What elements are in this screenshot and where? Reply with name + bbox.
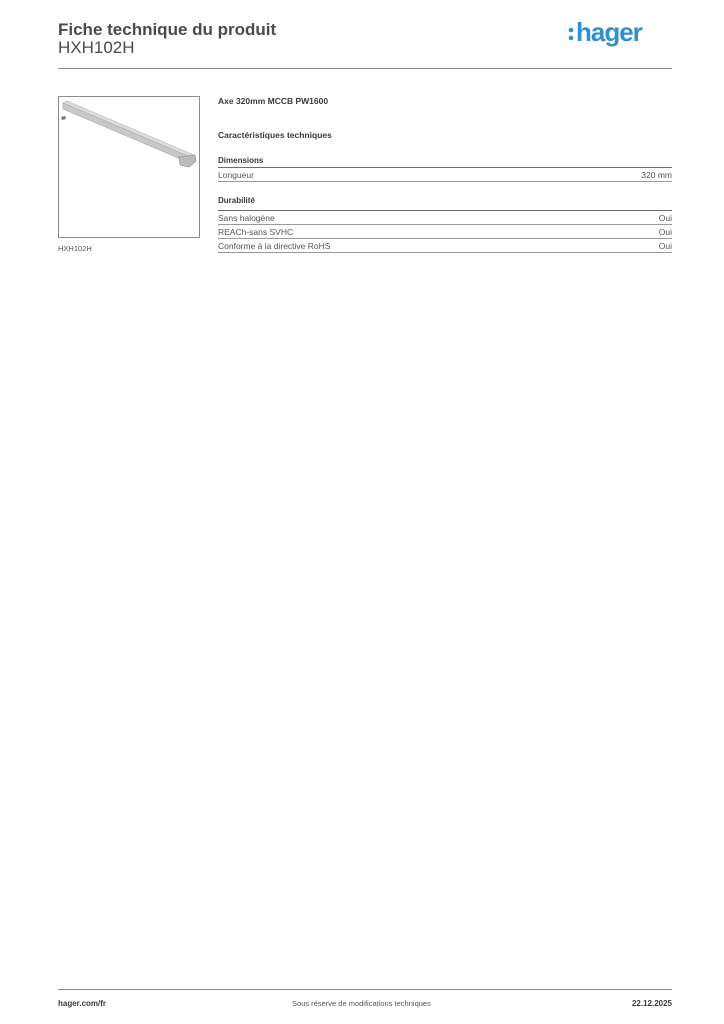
steel-bar-icon (59, 97, 199, 237)
product-image-caption: HXH102H (58, 244, 92, 253)
footer-divider (58, 989, 672, 990)
hager-logo (568, 17, 658, 47)
spec-label: Longueur (218, 170, 254, 180)
spec-value: Oui (658, 241, 672, 251)
specs-heading: Caractéristiques techniques (218, 130, 332, 140)
header-divider (58, 68, 672, 69)
section-title-dimensions: Dimensions (218, 156, 264, 165)
spec-value: Oui (658, 213, 672, 223)
spec-row (218, 225, 672, 239)
footer-website-link[interactable]: hager.com/fr (58, 999, 107, 1008)
product-image-frame (58, 96, 200, 238)
spec-label: Sans halogène (218, 213, 275, 223)
spec-label: Conforme à la directive RoHS (218, 241, 331, 251)
spec-row (218, 168, 672, 182)
page-title: Fiche technique du produit (58, 20, 277, 39)
svg-text:hager: hager (576, 17, 642, 47)
spec-value: 320 mm (641, 170, 672, 180)
footer-date: 22.12.2025 (631, 999, 672, 1008)
product-name: Axe 320mm MCCB PW1600 (218, 96, 329, 106)
spec-row (218, 211, 672, 225)
product-reference: HXH102H (58, 38, 135, 57)
footer-disclaimer: Sous réserve de modifications techniques (292, 999, 431, 1008)
section-title-durabilite: Durabilité (218, 196, 255, 205)
spec-row (218, 239, 672, 253)
spec-value: Oui (658, 227, 672, 237)
spec-label: REACh-sans SVHC (218, 227, 294, 237)
